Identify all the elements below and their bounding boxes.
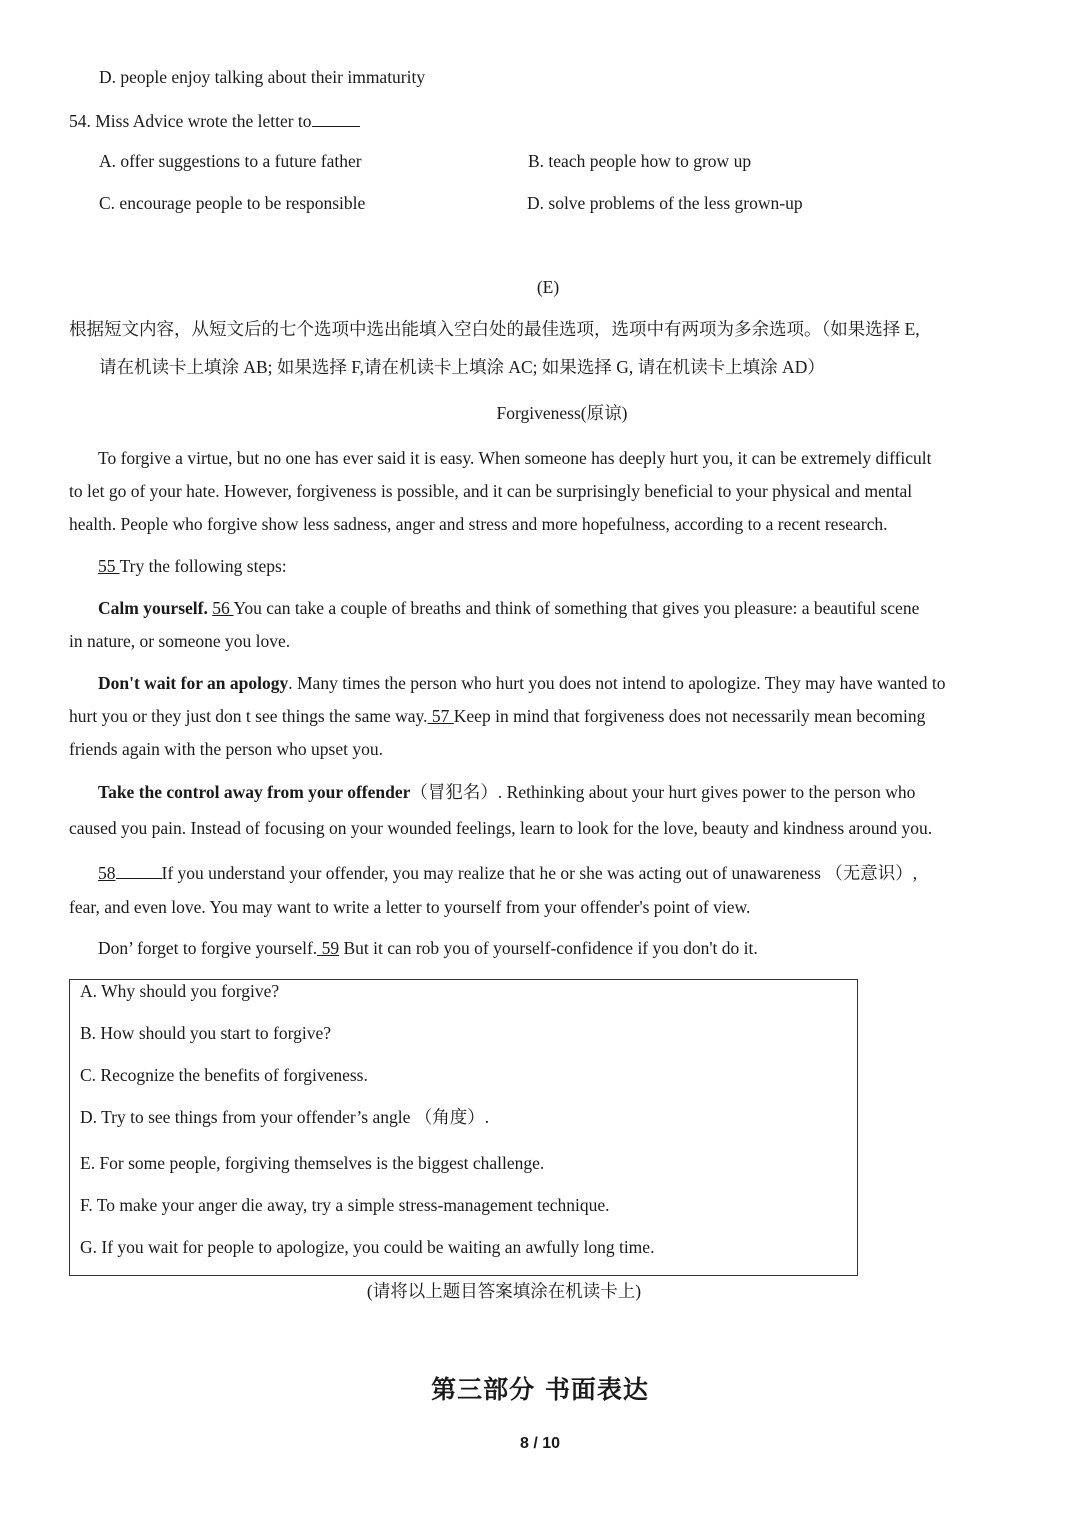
- step-heading-control: Take the control away from your offender: [98, 782, 411, 802]
- paragraph-4-line-2-a: hurt you or they just don t see things the same way.: [69, 706, 428, 726]
- blank-55: 55: [98, 556, 120, 576]
- paragraph-4-line-2: [69, 708, 925, 726]
- blank-59: 59: [317, 938, 340, 958]
- paragraph-4-line-2-b: Keep in mind that forgiveness does not necessarily mean becoming: [453, 706, 926, 726]
- paragraph-4-line-1: [98, 675, 946, 693]
- q53-option-d: D. people enjoy talking about their immaturity: [99, 67, 426, 87]
- blank-57: 57: [427, 706, 454, 726]
- paragraph-7-b: But it can rob you of yourself-confidence if you don't do it.: [339, 938, 758, 958]
- paragraph-3-line-1: [98, 600, 919, 618]
- option-e: E. For some people, forgiving themselves is the biggest challenge.: [80, 1153, 545, 1173]
- paragraph-5-text: （冒犯名）. Rethinking about your hurt gives power to the person who: [410, 782, 916, 802]
- answer-note: (请将以上题目答案填涂在机读卡上): [366, 1281, 642, 1301]
- q54-option-d: D. solve problems of the less grown-up: [527, 193, 803, 213]
- q54-stem-text: 54. Miss Advice wrote the letter to: [69, 111, 312, 131]
- paragraph-4-line-3: friends again with the person who upset you.: [69, 739, 383, 759]
- paragraph-2-text: Try the following steps:: [119, 556, 287, 576]
- paragraph-1-line-2: to let go of your hate. However, forgiveness is possible, and it can be surprisingly beneficial to your physical and mental: [69, 481, 913, 501]
- paragraph-5-line-2: caused you pain. Instead of focusing on your wounded feelings, learn to look for the love, beauty and kindness around you.: [69, 818, 933, 838]
- q54-option-c: C. encourage people to be responsible: [99, 193, 366, 213]
- step-heading-calm: Calm yourself.: [98, 598, 208, 618]
- paragraph-6-line-1: [98, 863, 917, 883]
- paragraph-1-line-1: To forgive a virtue, but no one has ever said it is easy. When someone has deeply hurt you, it can be extremely difficult: [98, 448, 932, 468]
- option-f: F. To make your anger die away, try a simple stress-management technique.: [80, 1195, 610, 1215]
- answer-blank: [312, 111, 360, 127]
- blank-56: 56: [212, 598, 234, 618]
- option-d: D. Try to see things from your offender’s angle （角度）.: [80, 1107, 490, 1127]
- part-3-title: 第三部分 书面表达: [431, 1375, 649, 1404]
- q54-stem: [69, 111, 360, 131]
- q54-option-b: B. teach people how to grow up: [528, 151, 752, 171]
- option-a: A. Why should you forgive?: [80, 981, 280, 1001]
- paragraph-3-text: You can take a couple of breaths and think of something that gives you pleasure: a beautiful scene: [233, 598, 920, 618]
- section-e-label: (E): [536, 277, 560, 297]
- paragraph-1-line-3: health. People who forgive show less sadness, anger and stress and more hopefulness, according to a recent research.: [69, 514, 888, 534]
- instructions-line-1: 根据短文内容，从短文后的七个选项中选出能填入空白处的最佳选项，选项中有两项为多余选项。（如果选择 E,: [69, 319, 920, 339]
- blank-58: 58: [98, 863, 116, 883]
- option-b: B. How should you start to forgive?: [80, 1023, 331, 1043]
- step-heading-apology: Don't wait for an apology: [98, 673, 289, 693]
- option-c: C. Recognize the benefits of forgiveness.: [80, 1065, 368, 1085]
- paragraph-3-line-2: in nature, or someone you love.: [69, 631, 291, 651]
- option-g: G. If you wait for people to apologize, you could be waiting an awfully long time.: [80, 1237, 655, 1257]
- passage-title: Forgiveness(原谅): [496, 403, 628, 423]
- page-number: 8 / 10: [519, 1435, 561, 1452]
- paragraph-6-text: If you understand your offender, you may realize that he or she was acting out of unawareness （无意识）,: [161, 863, 918, 883]
- paragraph-7-a: Don’ forget to forgive yourself.: [98, 938, 318, 958]
- instructions-line-2: 请在机读卡上填涂 AB; 如果选择 F,请在机读卡上填涂 AC; 如果选择 G, 请在机读卡上填涂 AD）: [99, 357, 825, 377]
- paragraph-6-line-2: fear, and even love. You may want to write a letter to yourself from your offender's point of view.: [69, 897, 751, 917]
- paragraph-2: [98, 558, 287, 576]
- paragraph-7: [98, 940, 758, 958]
- q54-option-a: A. offer suggestions to a future father: [99, 151, 362, 171]
- paragraph-5-line-1: [98, 784, 915, 802]
- paragraph-4-text: . Many times the person who hurt you does not intend to apologize. They may have wanted to: [288, 673, 946, 693]
- blank-58-line: [116, 863, 162, 879]
